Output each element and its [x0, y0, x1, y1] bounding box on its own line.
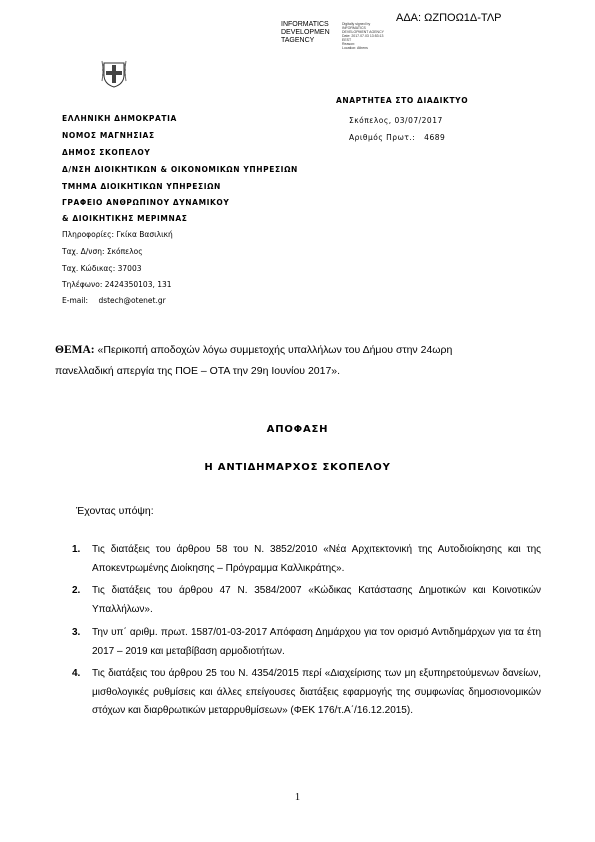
- list-item-number: 1.: [72, 544, 81, 555]
- decision-heading: ΑΠΟΦΑΣΗ: [266, 424, 329, 435]
- ada-code: ΑΔΑ: ΩΖΠΟΩ1Δ-ΤΛΡ: [396, 12, 502, 24]
- digital-signature-stamp: [281, 21, 330, 45]
- signature-detail-line: Reason:: [342, 42, 356, 46]
- stamp-line: TAGENCY: [281, 37, 315, 44]
- contact-address: Ταχ. Δ/νση: Σκόπελος: [62, 247, 143, 256]
- list-item-number: 2.: [72, 585, 81, 596]
- contact-phone: Τηλέφωνο: 2424350103, 131: [62, 280, 172, 289]
- contact-info: Πληροφορίες: Γκίκα Βασιλική: [62, 230, 173, 239]
- subject-line-2: πανελλαδική απεργία της ΠΟΕ – ΟΤΑ την 29η Ιουνίου 2017».: [55, 365, 341, 377]
- protocol-value: 4689: [424, 133, 446, 142]
- signature-details: [342, 22, 384, 50]
- email-value[interactable]: dstech@otenet.gr: [98, 296, 166, 305]
- page-number: 1: [294, 792, 301, 803]
- header-line-office: ΓΡΑΦΕΙΟ ΑΝΘΡΩΠΙΝΟΥ ΔΥΝΑΜΙΚΟΥ: [62, 198, 230, 207]
- email-label: E-mail:: [62, 296, 89, 305]
- deputy-mayor-heading: Η ΑΝΤΙΔΗΜΑΡΧΟΣ ΣΚΟΠΕΛΟΥ: [204, 462, 391, 473]
- stamp-line: INFORMATICS: [281, 21, 329, 28]
- subject-block: [55, 340, 545, 382]
- header-line-municipality: ΔΗΜΟΣ ΣΚΟΠΕΛΟΥ: [62, 148, 151, 157]
- list-item-text: Την υπ΄ αριθμ. πρωτ. 1587/01-03-2017 Απόφαση Δημάρχου για τον ορισμό Αντιδημάρχων για τα έτη 2017 – 2019 και μεταβίβαση αρμοδιοτήτων.: [92, 627, 541, 657]
- header-line-republic: ΕΛΛΗΝΙΚΗ ΔΗΜΟΚΡΑΤΙΑ: [62, 114, 177, 123]
- signature-detail-line: DEVELOPMENT AGENCY: [342, 30, 384, 34]
- list-item-text: Τις διατάξεις του άρθρου 25 του Ν. 4354/2015 περί «Διαχείρισης των μη εξυπηρετούμενων δανείων, μισθολογικές ρυθμίσεις και άλλες επείγουσες διατάξεις εφαρμογής της συμφωνίας δημοσιονομικών στόχων και διαρθρωτικών μεταρρυθμίσεων» (ΦΕΚ 176/τ.Α΄/16.12.2015).: [92, 668, 541, 716]
- header-line-directorate: Δ/ΝΣΗ ΔΙΟΙΚΗΤΙΚΩΝ & ΟΙΚΟΝΟΜΙΚΩΝ ΥΠΗΡΕΣΙΩΝ: [62, 165, 298, 174]
- contact-email: [62, 296, 166, 305]
- protocol-label: Αριθμός Πρωτ.:: [349, 133, 416, 142]
- list-item-number: 4.: [72, 668, 81, 679]
- date-line: Σκόπελος, 03/07/2017: [349, 116, 443, 125]
- considering-label: Έχοντας υπόψη:: [76, 505, 154, 517]
- signature-detail-line: Date: 2017.07.03 13:53:13: [342, 34, 384, 38]
- header-line-office-cont: & ΔΙΟΙΚΗΤΙΚΗΣ ΜΕΡΙΜΝΑΣ: [62, 214, 188, 223]
- signature-detail-line: Location: Athens: [342, 46, 368, 50]
- header-line-prefecture: ΝΟΜΟΣ ΜΑΓΝΗΣΙΑΣ: [62, 131, 155, 140]
- internet-posting-label: ΑΝΑΡΤΗΤΕΑ ΣΤΟ ΔΙΑΔΙΚΤΥΟ: [336, 96, 469, 105]
- greek-emblem-icon: [101, 57, 127, 89]
- list-item-text: Τις διατάξεις του άρθρου 58 του Ν. 3852/2010 «Νέα Αρχιτεκτονική της Αυτοδιοίκησης και της Αποκεντρωμένης Διοίκησης – Πρόγραμμα Καλλικράτης».: [92, 544, 541, 574]
- signature-detail-line: EEST: [342, 38, 352, 42]
- protocol-number: [349, 133, 445, 142]
- list-item-text: Τις διατάξεις του άρθρου 47 Ν. 3584/2007 «Κώδικας Κατάστασης Δημοτικών και Κοινοτικών Υπαλλήλων».: [92, 585, 541, 615]
- stamp-line: DEVELOPMEN: [281, 29, 330, 36]
- signature-detail-line: INFORMATICS: [342, 26, 366, 30]
- subject-line-1: «Περικοπή αποδοχών λόγω συμμετοχής υπαλλήλων του Δήμου στην 24ωρη: [97, 344, 453, 356]
- header-line-department: ΤΜΗΜΑ ΔΙΟΙΚΗΤΙΚΩΝ ΥΠΗΡΕΣΙΩΝ: [62, 182, 221, 191]
- subject-label: ΘΕΜΑ:: [55, 344, 95, 356]
- signature-detail-line: Digitally signed by: [342, 22, 371, 26]
- contact-postal: Ταχ. Κώδικας: 37003: [62, 264, 142, 273]
- list-item-number: 3.: [72, 627, 81, 638]
